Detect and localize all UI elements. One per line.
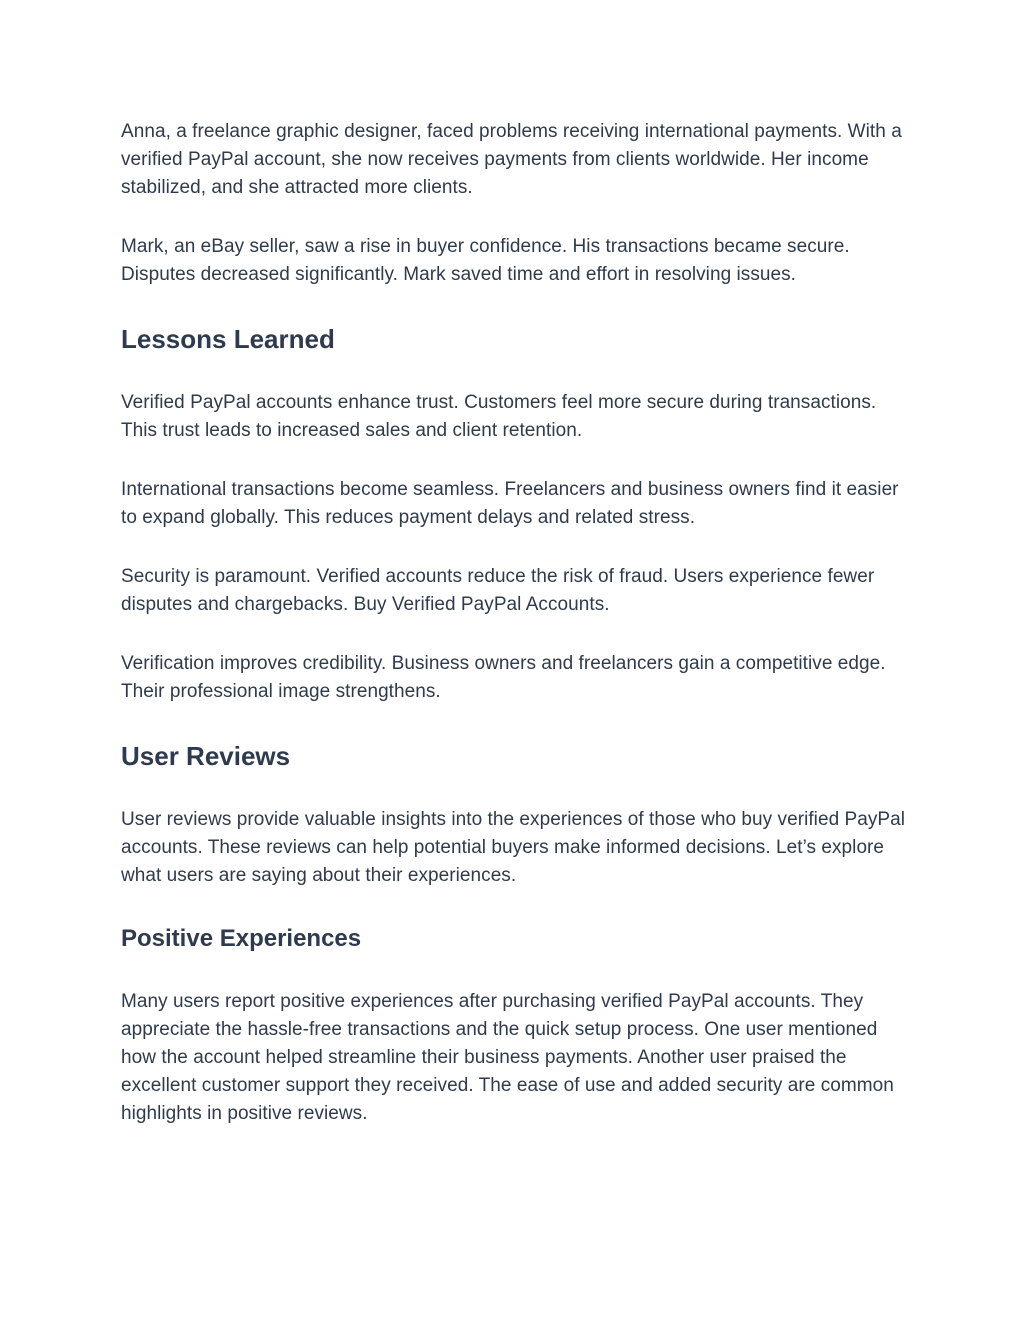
paragraph-user-reviews: User reviews provide valuable insights into the experiences of those who buy verified PayPal accounts. These reviews can help potential buyers make informed decisions. Let’s explore what users are saying about their experiences. [121, 809, 906, 886]
paragraph-positive-experiences: Many users report positive experiences after purchasing verified PayPal accounts. They appreciate the hassle-free transactions and the quick setup process. One user mentioned how the account helped streamline their business payments. Another user praised the excellent customer support they received. The ease of use and added security are common highlights in positive reviews. [121, 991, 894, 1124]
paragraph-lessons-international: International transactions become seamless. Freelancers and business owners find it easier to expand globally. This reduces payment delays and related stress. [121, 479, 899, 528]
paragraph-lessons-credibility: Verification improves credibility. Business owners and freelancers gain a competitive edge. Their professional image strengthens. [121, 653, 886, 702]
paragraph-lessons-trust: Verified PayPal accounts enhance trust. Customers feel more secure during transactions. This trust leads to increased sales and client retention. [121, 392, 877, 441]
document-body [121, 118, 911, 1128]
heading-user-reviews: User Reviews [121, 741, 291, 771]
heading-positive-experiences: Positive Experiences [121, 925, 362, 952]
paragraph-lessons-security: Security is paramount. Verified accounts reduce the risk of fraud. Users experience fewer disputes and chargebacks. Buy Verified PayPal Accounts. [121, 566, 875, 615]
heading-lessons-learned: Lessons Learned [121, 324, 335, 354]
paragraph-anna: Anna, a freelance graphic designer, faced problems receiving international payments. With a verified PayPal account, she now receives payments from clients worldwide. Her income stabilized, and she attracted more clients. [121, 121, 902, 198]
paragraph-mark: Mark, an eBay seller, saw a rise in buyer confidence. His transactions became secure. Disputes decreased significantly. Mark saved time and effort in resolving issues. [121, 236, 850, 285]
